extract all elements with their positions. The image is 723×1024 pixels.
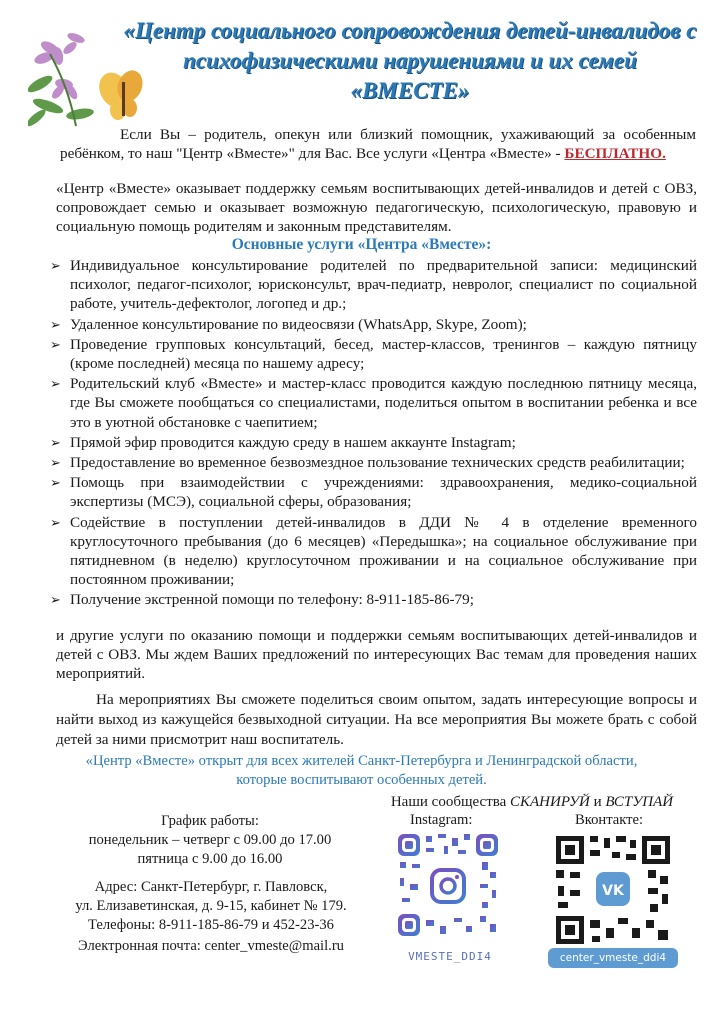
service-item: ➢ Получение экстренной помощи по телефону: 8-911-185-86-79; [50, 591, 474, 609]
open-notice [0, 752, 723, 790]
instagram-label: Instagram: [410, 812, 473, 828]
instagram-qr-code[interactable] [396, 832, 500, 938]
arrow-bullet-icon: ➢ [50, 434, 61, 450]
vk-label: Вконтакте: [575, 812, 644, 828]
arrow-bullet-icon: ➢ [50, 455, 61, 471]
service-item: ➢ Проведение групповых консультаций, бесед, мастер-классов, тренингов – каждую пятницу (кроме последней) месяца по нашему адресу; [50, 335, 697, 373]
title-line-2: психофизическими нарушениями и их семей [183, 48, 637, 73]
svg-text:VK: VK [602, 883, 624, 899]
free-badge: БЕСПЛАТНО. [564, 145, 666, 162]
address-line-1: Адрес: Санкт-Петербург, г. Павловск, [94, 879, 328, 895]
instagram-handle[interactable]: VMESTE_DDI4 [408, 950, 492, 963]
open-notice-line-2: которые воспитывают особенных детей. [236, 772, 487, 788]
service-item: ➢ Индивидуальное консультирование родителей по предварительной записи: медицинский психолог, педагог-психолог, юрисконсульт, врач-педиатр, невролог, специалист по социальной работе, учитель-дефектолог, логопед и др.; [50, 257, 697, 313]
schedule-line-1: понедельник – четверг с 09.00 до 17.00 [88, 832, 332, 848]
arrow-bullet-icon: ➢ [50, 475, 61, 491]
communities-heading: Наши сообщества СКАНИРУЙ и ВСТУПАЙ [390, 794, 674, 810]
contact-email: Электронная почта: center_vmeste@mail.ru [78, 938, 344, 954]
service-item: ➢ Содействие в поступлении детей-инвалидов в ДДИ № 4 в отделение временного круглосуточного пребывания (до 6 месяцев) «Передышка»; на социальное обслуживание при пятидневном (в неделю) круглосуточном проживании и на социальное обслуживание при постоянном проживании; [50, 513, 697, 589]
instagram-icon [432, 870, 464, 902]
arrow-bullet-icon: ➢ [50, 514, 61, 530]
schedule-title: График работы: [161, 813, 259, 829]
address-line-2: ул. Елизаветинская, д. 9-15, кабинет № 179. [75, 898, 347, 914]
intro-text: Если Вы – родитель, опекун или близкий помощник, ухаживающий за особенным ребёнком, то наш "Центр «Вместе»" для Вас. Все услуги «Центра «Вместе» - [60, 126, 696, 162]
title-line-1: «Центр социального сопровождения детей-инвалидов с [123, 18, 697, 43]
service-item: ➢ Прямой эфир проводится каждую среду в нашем аккаунте Instagram; [50, 433, 516, 451]
contact-address [56, 878, 366, 935]
vk-qr-code[interactable] [552, 832, 674, 948]
about-paragraph: «Центр «Вместе» оказывает поддержку семьям воспитывающих детей-инвалидов и детей с ОВЗ, сопровождает семью и оказывает возможную педагогическую, психологическую, правовую и социальную помощь родителям и законным представителям. [56, 180, 697, 235]
schedule-line-2: пятница с 9.00 до 16.00 [137, 851, 283, 867]
phone-numbers: Телефоны: 8-911-185-86-79 и 452-23-36 [88, 917, 334, 933]
vk-icon [596, 872, 630, 906]
arrow-bullet-icon: ➢ [50, 592, 61, 608]
work-schedule [60, 812, 360, 869]
arrow-bullet-icon: ➢ [50, 336, 61, 352]
services-heading: Основные услуги «Центра «Вместе»: [231, 236, 492, 253]
arrow-bullet-icon: ➢ [50, 258, 61, 273]
services-list [48, 256, 697, 611]
service-item: ➢ Помощь при взаимодействии с учреждениями: здравоохранения, медико-социальной экспертизы (МСЭ), социальной сферы, образования; [50, 474, 697, 511]
outro-paragraph: и другие услуги по оказанию помощи и поддержки семьям воспитывающих детей-инвалидов и детей с ОВЗ. Мы ждем Ваших предложений по интересующих Вас темам для проведения наших мероприятий. [56, 627, 697, 683]
vk-handle[interactable]: center_vmeste_ddi4 [548, 948, 678, 968]
service-item: ➢ Родительский клуб «Вместе» и мастер-класс проводится каждую последнюю пятницу месяца, где Вы сможете пообщаться со специалистами, поделиться опытом в воспитании ребенка и все это в уютной обстановке с чаепитием; [50, 375, 697, 431]
service-item: ➢ Удаленное консультирование по видеосвязи (WhatsApp, Skype, Zoom); [50, 315, 527, 333]
title-line-3: «ВМЕСТЕ» [350, 78, 470, 103]
arrow-bullet-icon: ➢ [50, 316, 61, 332]
open-notice-line-1: «Центр «Вместе» открыт для всех жителей Санкт-Петербурга и Ленинградской области, [85, 753, 638, 769]
page-title [120, 16, 700, 106]
service-item: ➢ Предоставление во временное безвозмездное пользование технических средств реабилитации; [50, 454, 685, 472]
arrow-bullet-icon: ➢ [50, 376, 61, 392]
intro-paragraph [60, 125, 696, 163]
events-paragraph: На мероприятиях Вы сможете поделиться своим опытом, задать интересующие вопросы и найти выход из кажущейся безвыходной ситуации. На все мероприятия Вы можете брать с собой детей за ними присмотрит наш воспитатель. [56, 691, 697, 748]
